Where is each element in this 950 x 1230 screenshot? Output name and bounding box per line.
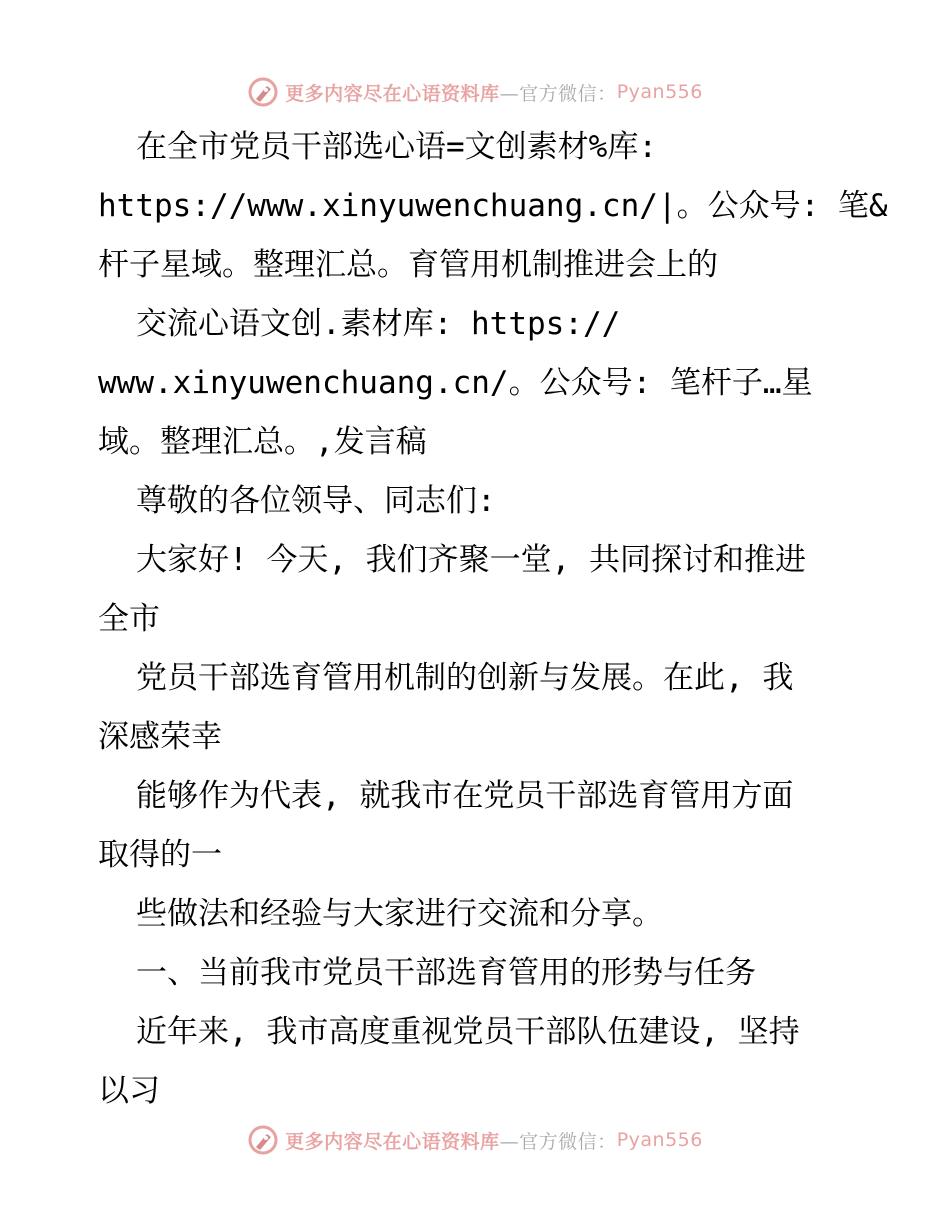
header-banner <box>0 72 950 112</box>
text-line: 些做法和经验与大家进行交流和分享。 <box>136 896 663 932</box>
text-line: https://www.xinyuwenchuang.cn/|。公众号: 笔& <box>98 188 888 224</box>
text-line: 尊敬的各位领导、同志们: <box>136 483 496 519</box>
footer-separator: —官方微信： <box>499 1130 617 1153</box>
text-line: 一、当前我市党员干部选育管用的形势与任务 <box>136 955 756 991</box>
footer-banner <box>0 1120 950 1160</box>
text-line: 取得的一 <box>98 837 222 873</box>
text-line: 能够作为代表, 就我市在党员干部选育管用方面 <box>136 778 794 814</box>
text-line: 以习 <box>98 1073 160 1109</box>
footer-brand: 更多内容尽在心语资料库 <box>285 1130 500 1153</box>
text-line: 在全市党员干部选心语=文创素材%库: <box>136 129 657 165</box>
text-line: 党员干部选育管用机制的创新与发展。在此, 我 <box>136 660 794 696</box>
text-line: 近年来, 我市高度重视党员干部队伍建设, 坚持 <box>136 1014 800 1050</box>
pen-nib-logo-icon <box>247 76 279 108</box>
header-wechat: Pyan556 <box>616 81 703 103</box>
text-line: 大家好! 今天, 我们齐聚一堂, 共同探讨和推进 <box>136 542 806 578</box>
pen-nib-logo-icon <box>247 1124 279 1156</box>
text-line: www.xinyuwenchuang.cn/。公众号: 笔杆子…星 <box>98 365 813 401</box>
header-brand: 更多内容尽在心语资料库 <box>285 82 500 105</box>
text-line: 域。整理汇总。,发言稿 <box>98 424 427 460</box>
footer-wechat: Pyan556 <box>616 1129 703 1151</box>
header-separator: —官方微信： <box>499 82 617 105</box>
text-line: 杆子星域。整理汇总。育管用机制推进会上的 <box>98 247 718 283</box>
text-line: 全市 <box>98 601 160 637</box>
text-line: 交流心语文创.素材库: https:// <box>136 306 621 342</box>
text-line: 深感荣幸 <box>98 719 222 755</box>
